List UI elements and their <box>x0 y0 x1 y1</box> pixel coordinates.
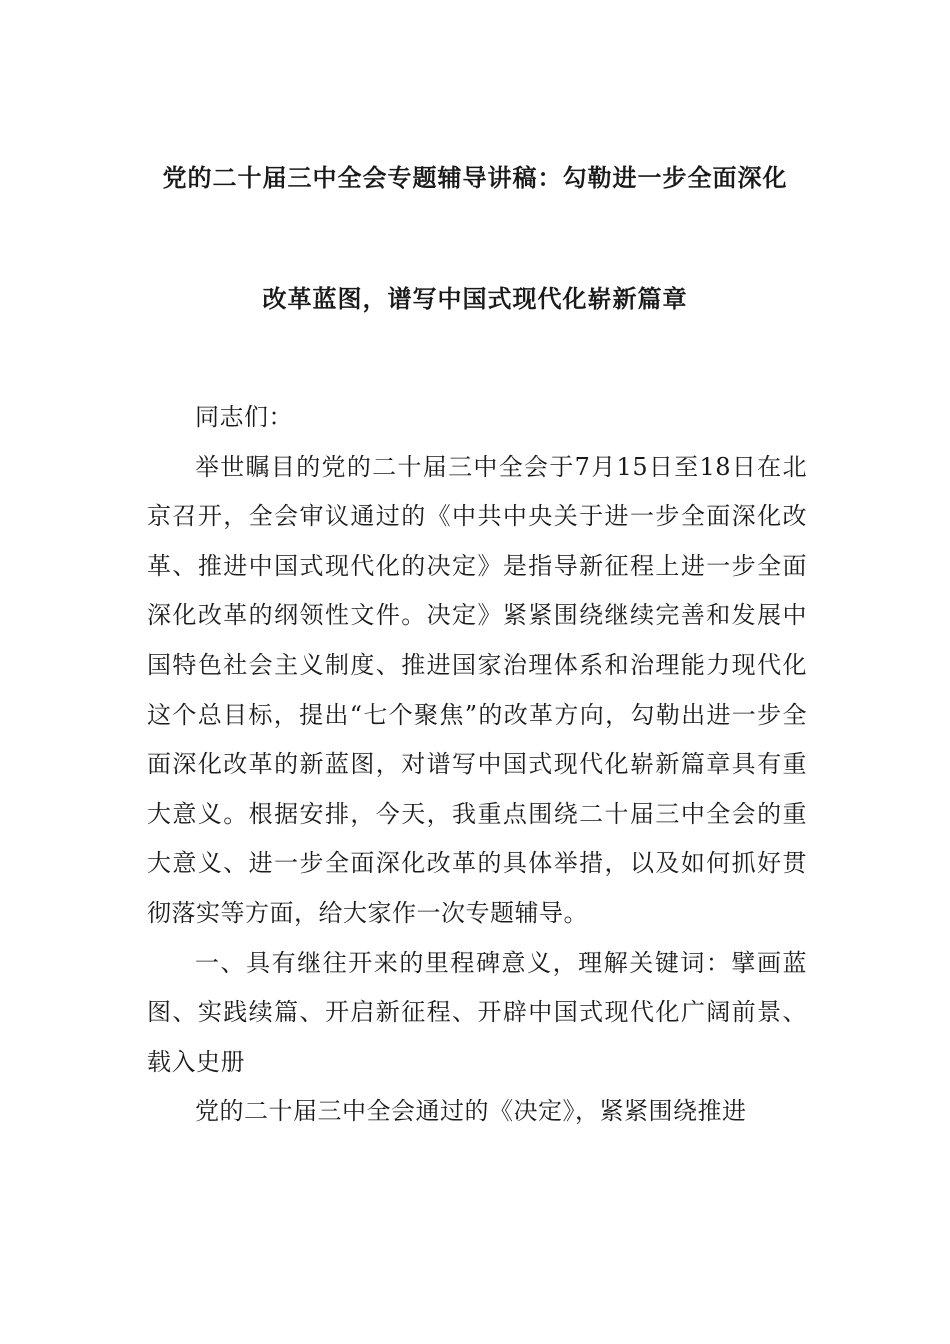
salutation-paragraph: 同志们： <box>195 403 293 431</box>
document-title-line-1: 党的二十届三中全会专题辅导讲稿：勾勒进一步全面深化 <box>162 163 788 192</box>
section-heading-paragraph: 一、具有继往开来的里程碑意义，理解关键词：擘画蓝图、实践续篇、开启新征程、开辟中国式现代化广阔前景、载入史册 <box>147 948 807 1076</box>
document-body <box>147 393 807 1137</box>
body-paragraph: 党的二十届三中全会通过的《决定》，紧紧围绕推进 <box>195 1097 747 1126</box>
intro-paragraph: 举世瞩目的党的二十届三中全会于7月15日至18日在北京召开，全会审议通过的《中共中央关于进一步全面深化改革、推进中国式现代化的决定》是指导新征程上进一步全面深化改革的纲领性文件。决定》紧紧围绕继续完善和发展中国特色社会主义制度、推进国家治理体系和治理能力现代化这个总目标，提出“七个聚焦”的改革方向，勾勒出进一步全面深化改革的新蓝图，对谱写中国式现代化崭新篇章具有重大意义。根据安排，今天，我重点围绕二十届三中全会的重大意义、进一步全面深化改革的具体举措，以及如何抓好贯彻落实等方面，给大家作一次专题辅导。 <box>147 452 807 927</box>
document-title-line-2: 改革蓝图，谱写中国式现代化崭新篇章 <box>262 284 688 313</box>
